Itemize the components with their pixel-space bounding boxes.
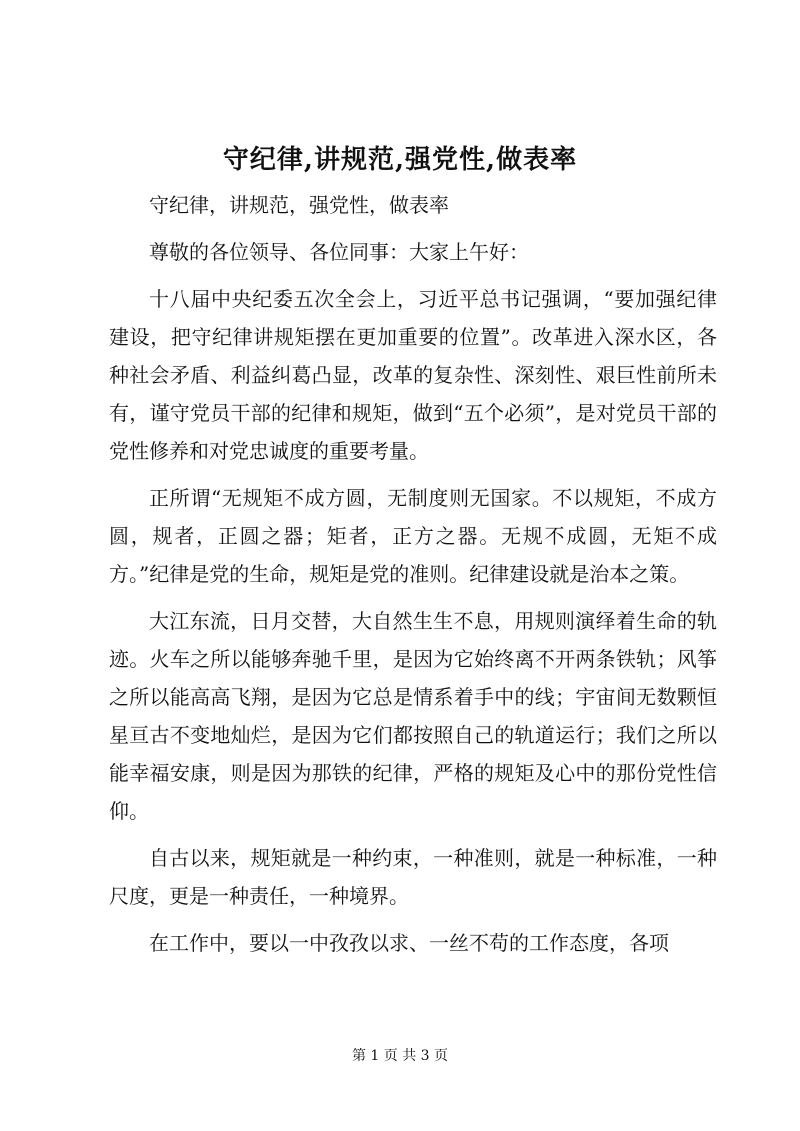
document-body — [109, 186, 717, 971]
paragraph: 自古以来，规矩就是一种约束，一种准则，就是一种标准，一种尺度，更是一种责任，一种境界。 — [109, 846, 717, 908]
paragraph: 正所谓“无规矩不成方圆，无制度则无国家。不以规矩，不成方圆，规者，正圆之器；矩者，正方之器。无规不成圆，无矩不成方。”纪律是党的生命，规矩是党的准则。纪律建设就是治本之策。 — [109, 486, 717, 586]
document-title: 守纪律,讲规范,强党性,做表率 — [222, 145, 578, 175]
paragraph: 大江东流，日月交替，大自然生生不息，用规则演绎着生命的轨迹。火车之所以能够奔驰千里，是因为它始终离不开两条铁轨；风筝之所以能高高飞翔，是因为它总是情系着手中的线；宇宙间无数颗恒星亘古不变地灿烂，是因为它们都按照自己的轨道运行；我们之所以能幸福安康，则是因为那铁的纪律，严格的规矩及心中的那份党性信仰。 — [109, 609, 717, 823]
page-footer: 第 1 页 共 3 页 — [351, 1048, 449, 1064]
paragraph: 在工作中，要以一中孜孜以求、一丝不苟的工作态度，各项 — [149, 931, 669, 955]
paragraph: 十八届中央纪委五次全会上，习近平总书记强调，“要加强纪律建设，把守纪律讲规矩摆在更加重要的位置”。改革进入深水区，各种社会矛盾、利益纠葛凸显，改革的复杂性、深刻性、艰巨性前所未有，谨守党员干部的纪律和规矩，做到“五个必须”，是对党员干部的党性修养和对党忠诚度的重要考量。 — [109, 287, 717, 463]
paragraph: 守纪律，讲规范，强党性，做表率 — [149, 193, 449, 217]
paragraph: 尊敬的各位领导、各位同事：大家上午好： — [149, 240, 529, 264]
